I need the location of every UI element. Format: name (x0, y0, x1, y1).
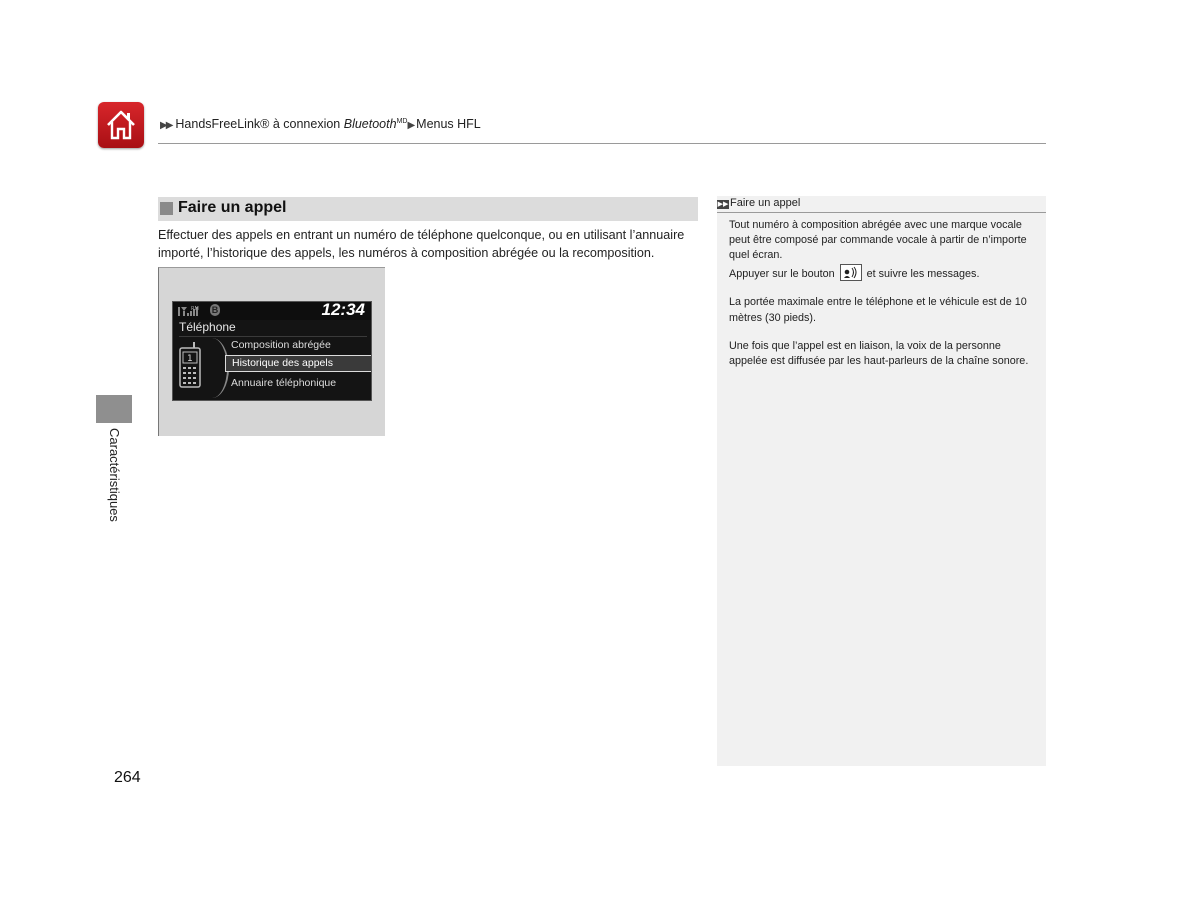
clock: 12:34 (321, 301, 365, 319)
menu-arc (195, 338, 229, 398)
signal-strength-icon (178, 305, 208, 317)
phone-screen (172, 301, 372, 401)
breadcrumb (160, 117, 481, 131)
section-square-icon (160, 202, 173, 215)
notes-panel (717, 196, 1046, 766)
section-heading (158, 197, 698, 221)
note-text: et suivre les messages. (866, 267, 980, 280)
breadcrumb-item-sup: MD (396, 117, 408, 125)
note-text: Appuyer sur le bouton (729, 267, 835, 280)
menu-item-call-history[interactable]: Historique des appels (225, 355, 372, 372)
section-title: Faire un appel (178, 199, 287, 216)
chapter-label: Caractéristiques (107, 428, 122, 522)
screen-illustration (158, 267, 385, 436)
note-text: Tout numéro à composition abrégée avec une marque vocale peut être composé par commande vocale à partir de n’importe quel écran. (729, 219, 1027, 262)
note-header (717, 197, 1046, 213)
note-header-text: Faire un appel (730, 197, 801, 209)
breadcrumb-arrow-icon: ▶ (407, 120, 416, 131)
note-body (729, 218, 1039, 383)
section-body: Effectuer des appels en entrant un numéro de téléphone quelconque, ou en utilisant l’annuaire importé, l’historique des appels, les numéros à composition abrégée ou la recomposition. (158, 228, 685, 260)
note-paragraph (729, 218, 1039, 282)
breadcrumb-item-italic: Bluetooth (343, 117, 397, 131)
note-reference-icon: ▶▶ (717, 201, 729, 208)
note-paragraph: La portée maximale entre le téléphone et le véhicule est de 10 mètres (30 pieds). (729, 296, 1027, 324)
page-number: 264 (114, 769, 141, 786)
menu-item-phonebook[interactable]: Annuaire téléphonique (231, 377, 337, 389)
home-icon (105, 108, 137, 142)
menu-item-speed-dial[interactable]: Composition abrégée (231, 339, 331, 351)
breadcrumb-item-text: HandsFreeLink® à connexion (175, 117, 344, 131)
breadcrumb-item-menus-hfl[interactable]: Menus HFL (416, 117, 481, 131)
svg-text:1: 1 (187, 354, 193, 364)
svg-text:RM: RM (191, 306, 199, 312)
header-divider (158, 143, 1046, 144)
screen-title: Téléphone (179, 320, 367, 337)
breadcrumb-item-handsfreelink[interactable] (175, 117, 407, 131)
status-bar (173, 302, 371, 320)
talk-button-icon (840, 264, 862, 281)
note-paragraph: Une fois que l’appel est en liaison, la voix de la personne appelée est diffusée par les haut-parleurs de la chaîne sonore. (729, 340, 1029, 368)
home-button[interactable] (98, 102, 144, 148)
chapter-tab[interactable] (96, 395, 132, 423)
breadcrumb-arrow-icon: ▶▶ (160, 120, 172, 131)
bluetooth-icon: B (211, 305, 219, 315)
